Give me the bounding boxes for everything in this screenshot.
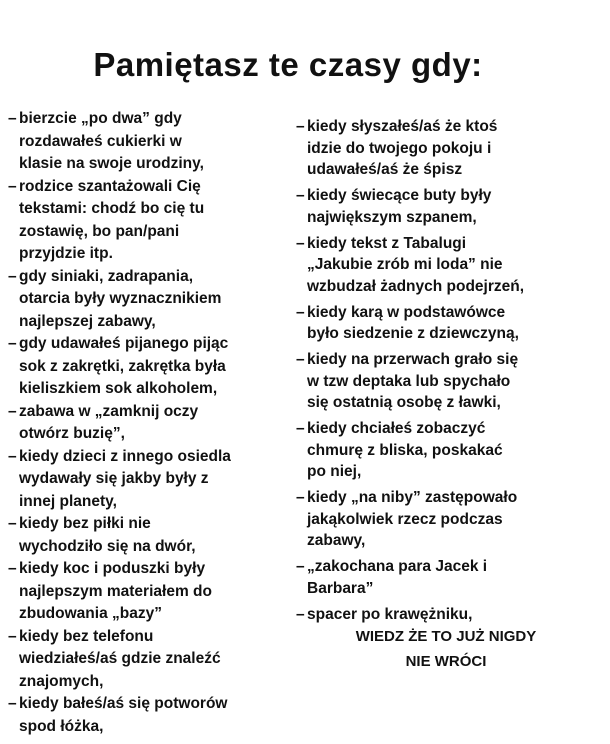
list-item-text: kiedy bałeś/aś się potworów spod łóżka,	[19, 695, 228, 735]
list-item-text: kiedy na przerwach grało się w tzw deptaka lub spychało się ostatnią osobę z ławki,	[307, 351, 519, 411]
bullet-dash: –	[296, 605, 305, 623]
list-item-text: kiedy koc i poduszki były najlepszym materiałem do zbudowania „bazy”	[19, 560, 212, 622]
list-item	[8, 446, 290, 514]
list-item	[8, 513, 290, 558]
bullet-dash: –	[296, 489, 305, 506]
closing-statement: WIEDZ ŻE TO JUŻ NIGDY NIE WRÓCI	[355, 628, 537, 670]
right-column-list	[296, 116, 596, 630]
page-title: Pamiętasz te czasy gdy:	[93, 46, 483, 83]
list-item-text: kiedy słyszałeś/aś że ktoś idzie do twojego pokoju i udawałeś/aś że śpisz	[307, 118, 498, 178]
bullet-dash: –	[8, 267, 17, 285]
list-item-text: gdy siniaki, zadrapania, otarcia były wyznacznikiem najlepszej zabawy,	[19, 267, 222, 330]
list-item	[296, 233, 596, 298]
bullet-dash: –	[8, 447, 17, 465]
list-item-text: gdy udawałeś pijanego pijąc sok z zakrętki, zakrętka była kieliszkiem sok alkoholem,	[19, 335, 229, 397]
bullet-dash: –	[8, 515, 17, 532]
list-item	[296, 349, 596, 414]
list-item-text: kiedy tekst z Tabalugi „Jakubie zrób mi loda” nie wzbudzał żadnych podejrzeń,	[307, 234, 525, 295]
list-item	[8, 626, 290, 694]
list-item	[8, 558, 290, 626]
list-item	[296, 604, 596, 626]
list-item	[8, 401, 290, 446]
left-column-list	[8, 108, 290, 738]
list-item	[296, 116, 596, 181]
bullet-dash: –	[8, 335, 17, 352]
list-item-text: spacer po krawężniku,	[307, 605, 473, 623]
list-item-text: kiedy bez piłki nie wychodziło się na dwór,	[19, 515, 196, 555]
bullet-dash: –	[8, 627, 17, 645]
bullet-dash: –	[8, 560, 17, 577]
list-item-text: kiedy dzieci z innego osiedla wydawały się jakby były z innej planety,	[19, 447, 231, 510]
bullet-dash: –	[8, 110, 17, 127]
bullet-dash: –	[296, 303, 305, 321]
list-item-text: bierzcie „po dwa” gdy rozdawałeś cukierki w klasie na swoje urodziny,	[19, 110, 204, 172]
bullet-dash: –	[296, 420, 305, 437]
list-item	[8, 108, 290, 176]
list-item-text: rodzice szantażowali Cię tekstami: chodź bo cię tu zostawię, bo pan/pani przyjdzie itp.	[19, 177, 205, 262]
bullet-dash: –	[296, 351, 305, 368]
bullet-dash: –	[296, 234, 305, 252]
list-item-text: kiedy karą w podstawówce było siedzenie z dziewczyną,	[307, 303, 519, 342]
bullet-dash: –	[296, 187, 305, 204]
list-item	[8, 266, 290, 334]
bullet-dash: –	[8, 402, 17, 420]
list-item-text: kiedy „na niby” zastępowało jakąkolwiek rzecz podczas zabawy,	[307, 489, 518, 549]
bullet-dash: –	[296, 558, 305, 575]
list-item	[296, 302, 596, 345]
list-item-text: kiedy chciałeś zobaczyć chmurę z bliska, poskakać po niej,	[307, 420, 503, 480]
list-item	[296, 487, 596, 552]
list-item	[8, 693, 290, 738]
bullet-dash: –	[296, 118, 305, 135]
bullet-dash: –	[8, 695, 17, 712]
list-item-text: „zakochana para Jacek i Barbara”	[307, 558, 488, 597]
list-item-text: kiedy świecące buty były największym szpanem,	[307, 187, 492, 226]
list-item-text: kiedy bez telefonu wiedziałeś/aś gdzie znaleźć znajomych,	[19, 627, 221, 690]
list-item	[296, 418, 596, 483]
list-item	[8, 176, 290, 266]
list-item	[8, 333, 290, 401]
bullet-dash: –	[8, 177, 17, 195]
list-item	[296, 185, 596, 228]
list-item	[296, 556, 596, 599]
list-item-text: zabawa w „zamknij oczy otwórz buzię”,	[19, 402, 199, 442]
